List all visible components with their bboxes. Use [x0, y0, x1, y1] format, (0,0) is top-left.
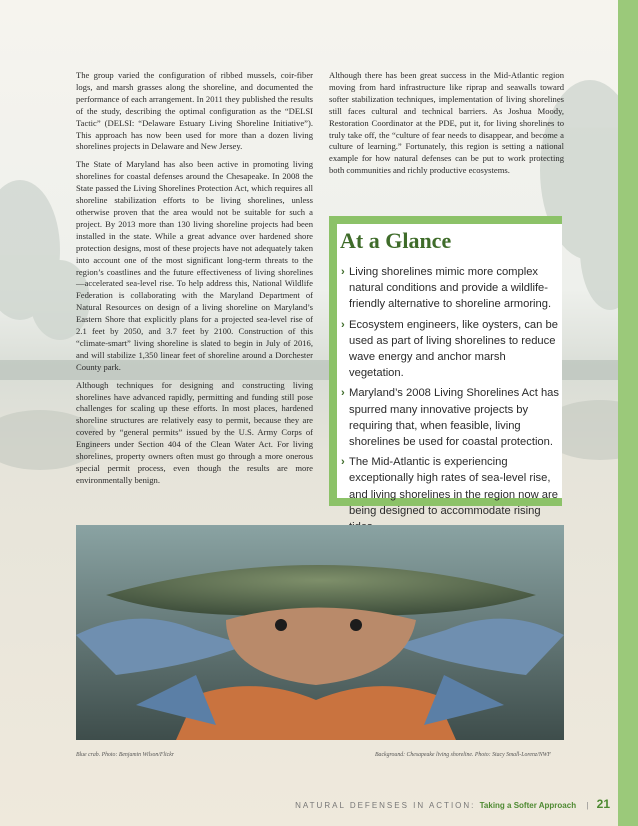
page-footer	[295, 797, 610, 811]
glance-item-text: Maryland’s 2008 Living Shorelines Act has spurred many innovative projects by requiring that, when feasible, living shorelines be used for coastal protection.	[349, 387, 559, 449]
chevron-right-icon: ›	[341, 318, 345, 331]
glance-item-text: Living shorelines mimic more complex natural conditions and provide a wildlife-friendly alternative to shoreline armoring.	[349, 266, 552, 311]
footer-section: NATURAL DEFENSES IN ACTION:	[295, 801, 476, 810]
footer-separator: |	[586, 801, 589, 810]
left-paragraph-2: The State of Maryland has also been active in promoting living shorelines for coastal defenses around the Chesapeake. In 2008 the State passed the Living Shorelines Protection Act, which requires all shoreline stabilization efforts to be living shorelines, unless otherwise proven that the area would not be suitable for such a project. By 2013 more than 130 living shoreline projects had been installed in the state. While a great advance over hardened shore protection designs, most of these projects have not adequately taken into account one of the most significant long-term threats to the region’s coastlines and the future effectiveness of living shorelines—accelerated sea-level rise. To help address this, National Wildlife Federation is collaborating with the Maryland Department of Natural Resources on design of a living shoreline on Maryland’s Eastern Shore that explicitly plans for a projected sea-level rise of 2.1 feet by 2050, and 3.7 feet by 2100. Construction of this “climate-smart” living shoreline is slated to begin in July of 2016, and will stabilize 1,350 linear feet of shoreline around a Dorchester County park.	[76, 159, 313, 372]
left-paragraph-1: The group varied the configuration of ribbed mussels, coir-fiber logs, and marsh grasses along the shoreline, and documented the performance of each arrangement. In 2011 they published the results of the study, describing the optimal configuration as the “DELSI Tactic” (DELSI: “Delaware Estuary Living Shoreline Initiative”). This approach has now been used for more than a dozen living shorelines projects in Delaware and New Jersey.	[76, 70, 313, 152]
blue-crab-photo	[76, 525, 564, 740]
chevron-right-icon: ›	[341, 266, 345, 278]
chevron-right-icon: ›	[341, 456, 345, 469]
blue-crab-illustration	[76, 525, 564, 740]
glance-item	[341, 454, 563, 535]
left-text-column	[76, 70, 313, 493]
left-paragraph-3: Although techniques for designing and constructing living shorelines have advanced rapidly, permitting and funding still pose challenges for scaling up these efforts. In most places, hardened shoreline structures are relatively easy to permit, because they are covered by “general permits” issued by the U.S. Army Corps of Engineers under Section 404 of the Clean Water Act. For living shorelines, property owners often must go through a more onerous special permit process, even though the results are more environmentally benign.	[76, 379, 313, 485]
footer-subtitle: Taking a Softer Approach	[479, 801, 577, 810]
glance-item	[341, 385, 563, 450]
right-paragraph-1: Although there has been great success in the Mid-Atlantic region moving from hard infrastructure like riprap and seawalls toward softer stabilization techniques, implementation of living shorelines still faces cultural and technical barriers. As Joshua Moody, Restoration Coordinator at the PDE, put it, for living shorelines to truly take off, the “culture of fear needs to disappear, and become a culture of learning.” Fortunately, this region is setting a national example for how natural defenses can be put to work protecting both communities and richly productive ecosystems.	[329, 70, 564, 176]
photo-caption: Blue crab. Photo: Benjamin Wilson/Flickr	[76, 752, 175, 758]
at-a-glance-title: At a Glance	[340, 228, 452, 253]
background-caption: Background: Chesapeake living shoreline. Photo: Stacy Small-Lorenz/NWF	[375, 752, 551, 758]
right-text-column	[329, 70, 564, 183]
page-edge-tab	[618, 0, 638, 826]
glance-item	[341, 317, 563, 382]
page-number: 21	[596, 797, 610, 811]
glance-item-text: Ecosystem engineers, like oysters, can be used as part of living shorelines to reduce wave energy and anchor marsh vegetation.	[349, 318, 558, 380]
glance-item	[341, 264, 563, 313]
glance-item-text: The Mid-Atlantic is experiencing exceptionally high rates of sea-level rise, and living shorelines in the region now are being designed to accommodate rising	[349, 456, 558, 517]
at-a-glance-list	[341, 264, 563, 539]
chevron-right-icon: ›	[341, 387, 345, 400]
